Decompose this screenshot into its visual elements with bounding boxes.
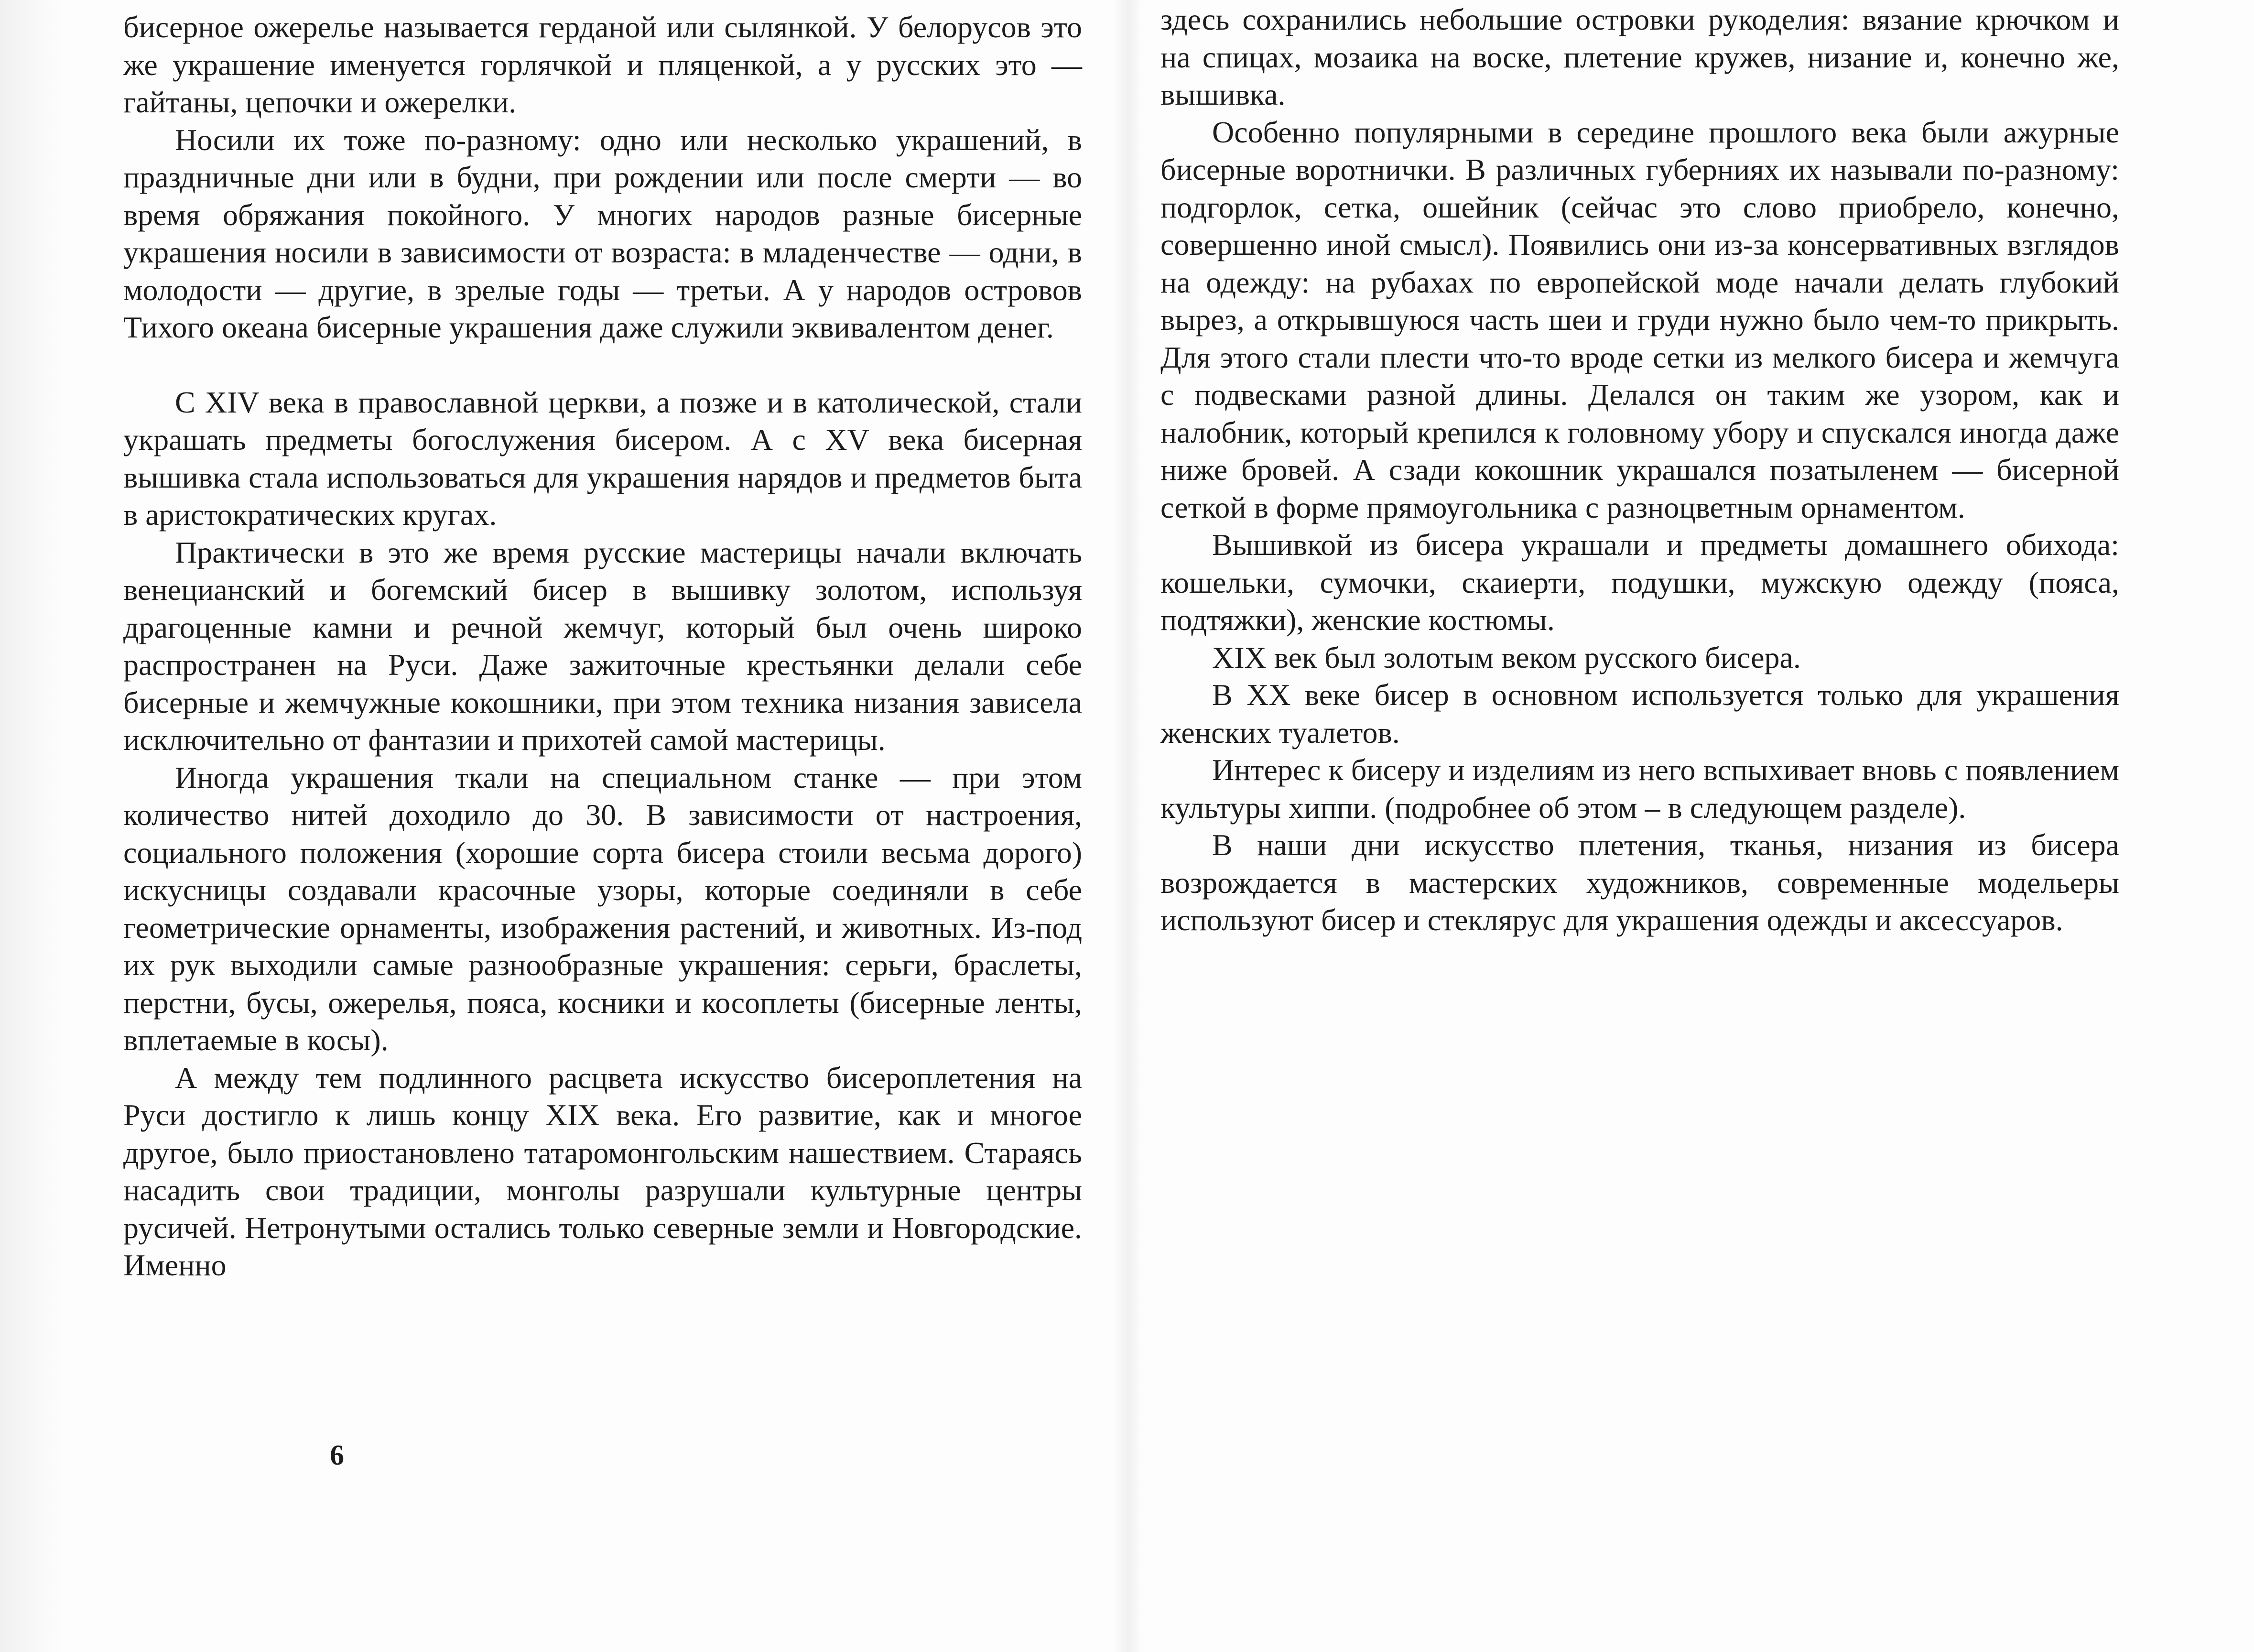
right-page [1160,1,2119,939]
paragraph: А между тем подлинного расцвета искусство бисероплетения на Руси достигло к лишь концу XIX века. Его развитие, как и многое другое, было приостановлено татаромонгольским нашествием. Стараясь насадить свои традиции, монголы разрушали культурные центры русичей. Нетронутыми остались только северные земли и Новгородские. Именно [123,1060,1082,1282]
page-edge-shadow [0,0,62,1652]
left-page [123,9,1082,1284]
paragraph: здесь сохранились небольшие островки рукоделия: вязание крючком и на спицах, мозаика на воске, плетение кружев, низание и, конечно же, вышивка. [1160,2,2119,111]
paragraph: бисерное ожерелье называется герданой или сылянкой. У белорусов это же украшение именуется горлячкой и пляценкой, а у русских это — гайтаны, цепочки и ожерелки. [123,10,1082,119]
paragraph: С XIV века в православной церкви, а позже и в католической, стали украшать предметы богослужения бисером. А с XV века бисерная вышивка стала использоваться для украшения нарядов и предметов быта в аристократических кругах. [123,385,1082,532]
paragraph: Носили их тоже по-разному: одно или несколько украшений, в праздничные дни или в будни, при рождении или после смерти — во время обряжания покойного. У многих народов разные бисерные украшения носили в зависимости от возраста: в младенчестве — одни, в молодости — другие, в зрелые годы — третьи. А у народов островов Тихого океана бисерные украшения даже служили эквивалентом денег. [123,122,1082,344]
paragraph: В XX веке бисер в основном используется только для украшения женских туалетов. [1160,678,2119,750]
paragraph: Интерес к бисеру и изделиям из него вспыхивает вновь с появлением культуры хиппи. (подробнее об этом – в следующем разделе). [1160,753,2119,825]
book-gutter [1114,0,1142,1652]
paragraph: Иногда украшения ткали на специальном станке — при этом количество нитей доходило до 30. В зависимости от настроения, социального положения (хорошие сорта бисера стоили весьма дорого) искусницы создавали красочные узоры, которые соединяли в себе геометрические орнаменты, изображения растений, и животных. Из-под их рук выходили самые разнообразные украшения: серьги, браслеты, перстни, бусы, ожерелья, пояса, косники и косоплеты (бисерные ленты, вплетаемые в косы). [123,760,1082,1057]
page-number: 6 [330,1439,344,1471]
paragraph: Особенно популярными в середине прошлого века были ажурные бисерные воротнички. В различных губерниях их называли по-разному: подгорлок, сетка, ошейник (сейчас это слово приобрело, конечно, совершенно иной смысл). Появились они из-за консервативных взглядов на одежду: на рубахах по европейской моде начали делать глубокий вырез, а открывшуюся часть шеи и груди нужно было чем-то прикрыть. Для этого стали плести что-то вроде сетки из мелкого бисера и жемчуга с подвесками разной длины. Делался он таким же узором, как и налобник, который крепился к головному убору и спускался иногда даже ниже бровей. А сзади кокошник украшался позатыленем — бисерной сеткой в форме прямоугольника с разноцветным орнаментом. [1160,115,2119,524]
paragraph: XIX век был золотым веком русского бисера. [1212,640,1801,674]
paragraph: Практически в это же время русские мастерицы начали включать венецианский и богемский бисер в вышивку золотом, используя драгоценные камни и речной жемчуг, который был очень широко распространен на Руси. Даже зажиточные крестьянки делали себе бисерные и жемчужные кокошники, при этом техника низания зависела исключительно от фантазии и прихотей самой мастерицы. [123,535,1082,757]
paragraph: В наши дни искусство плетения, тканья, низания из бисера возрождается в мастерских художников, современные модельеры используют бисер и стеклярус для украшения одежды и аксессуаров. [1160,828,2119,937]
paragraph: Вышивкой из бисера украшали и предметы домашнего обихода: кошельки, сумочки, скаиерти, подушки, мужскую одежду (пояса, подтяжки), женские костюмы. [1160,528,2119,637]
